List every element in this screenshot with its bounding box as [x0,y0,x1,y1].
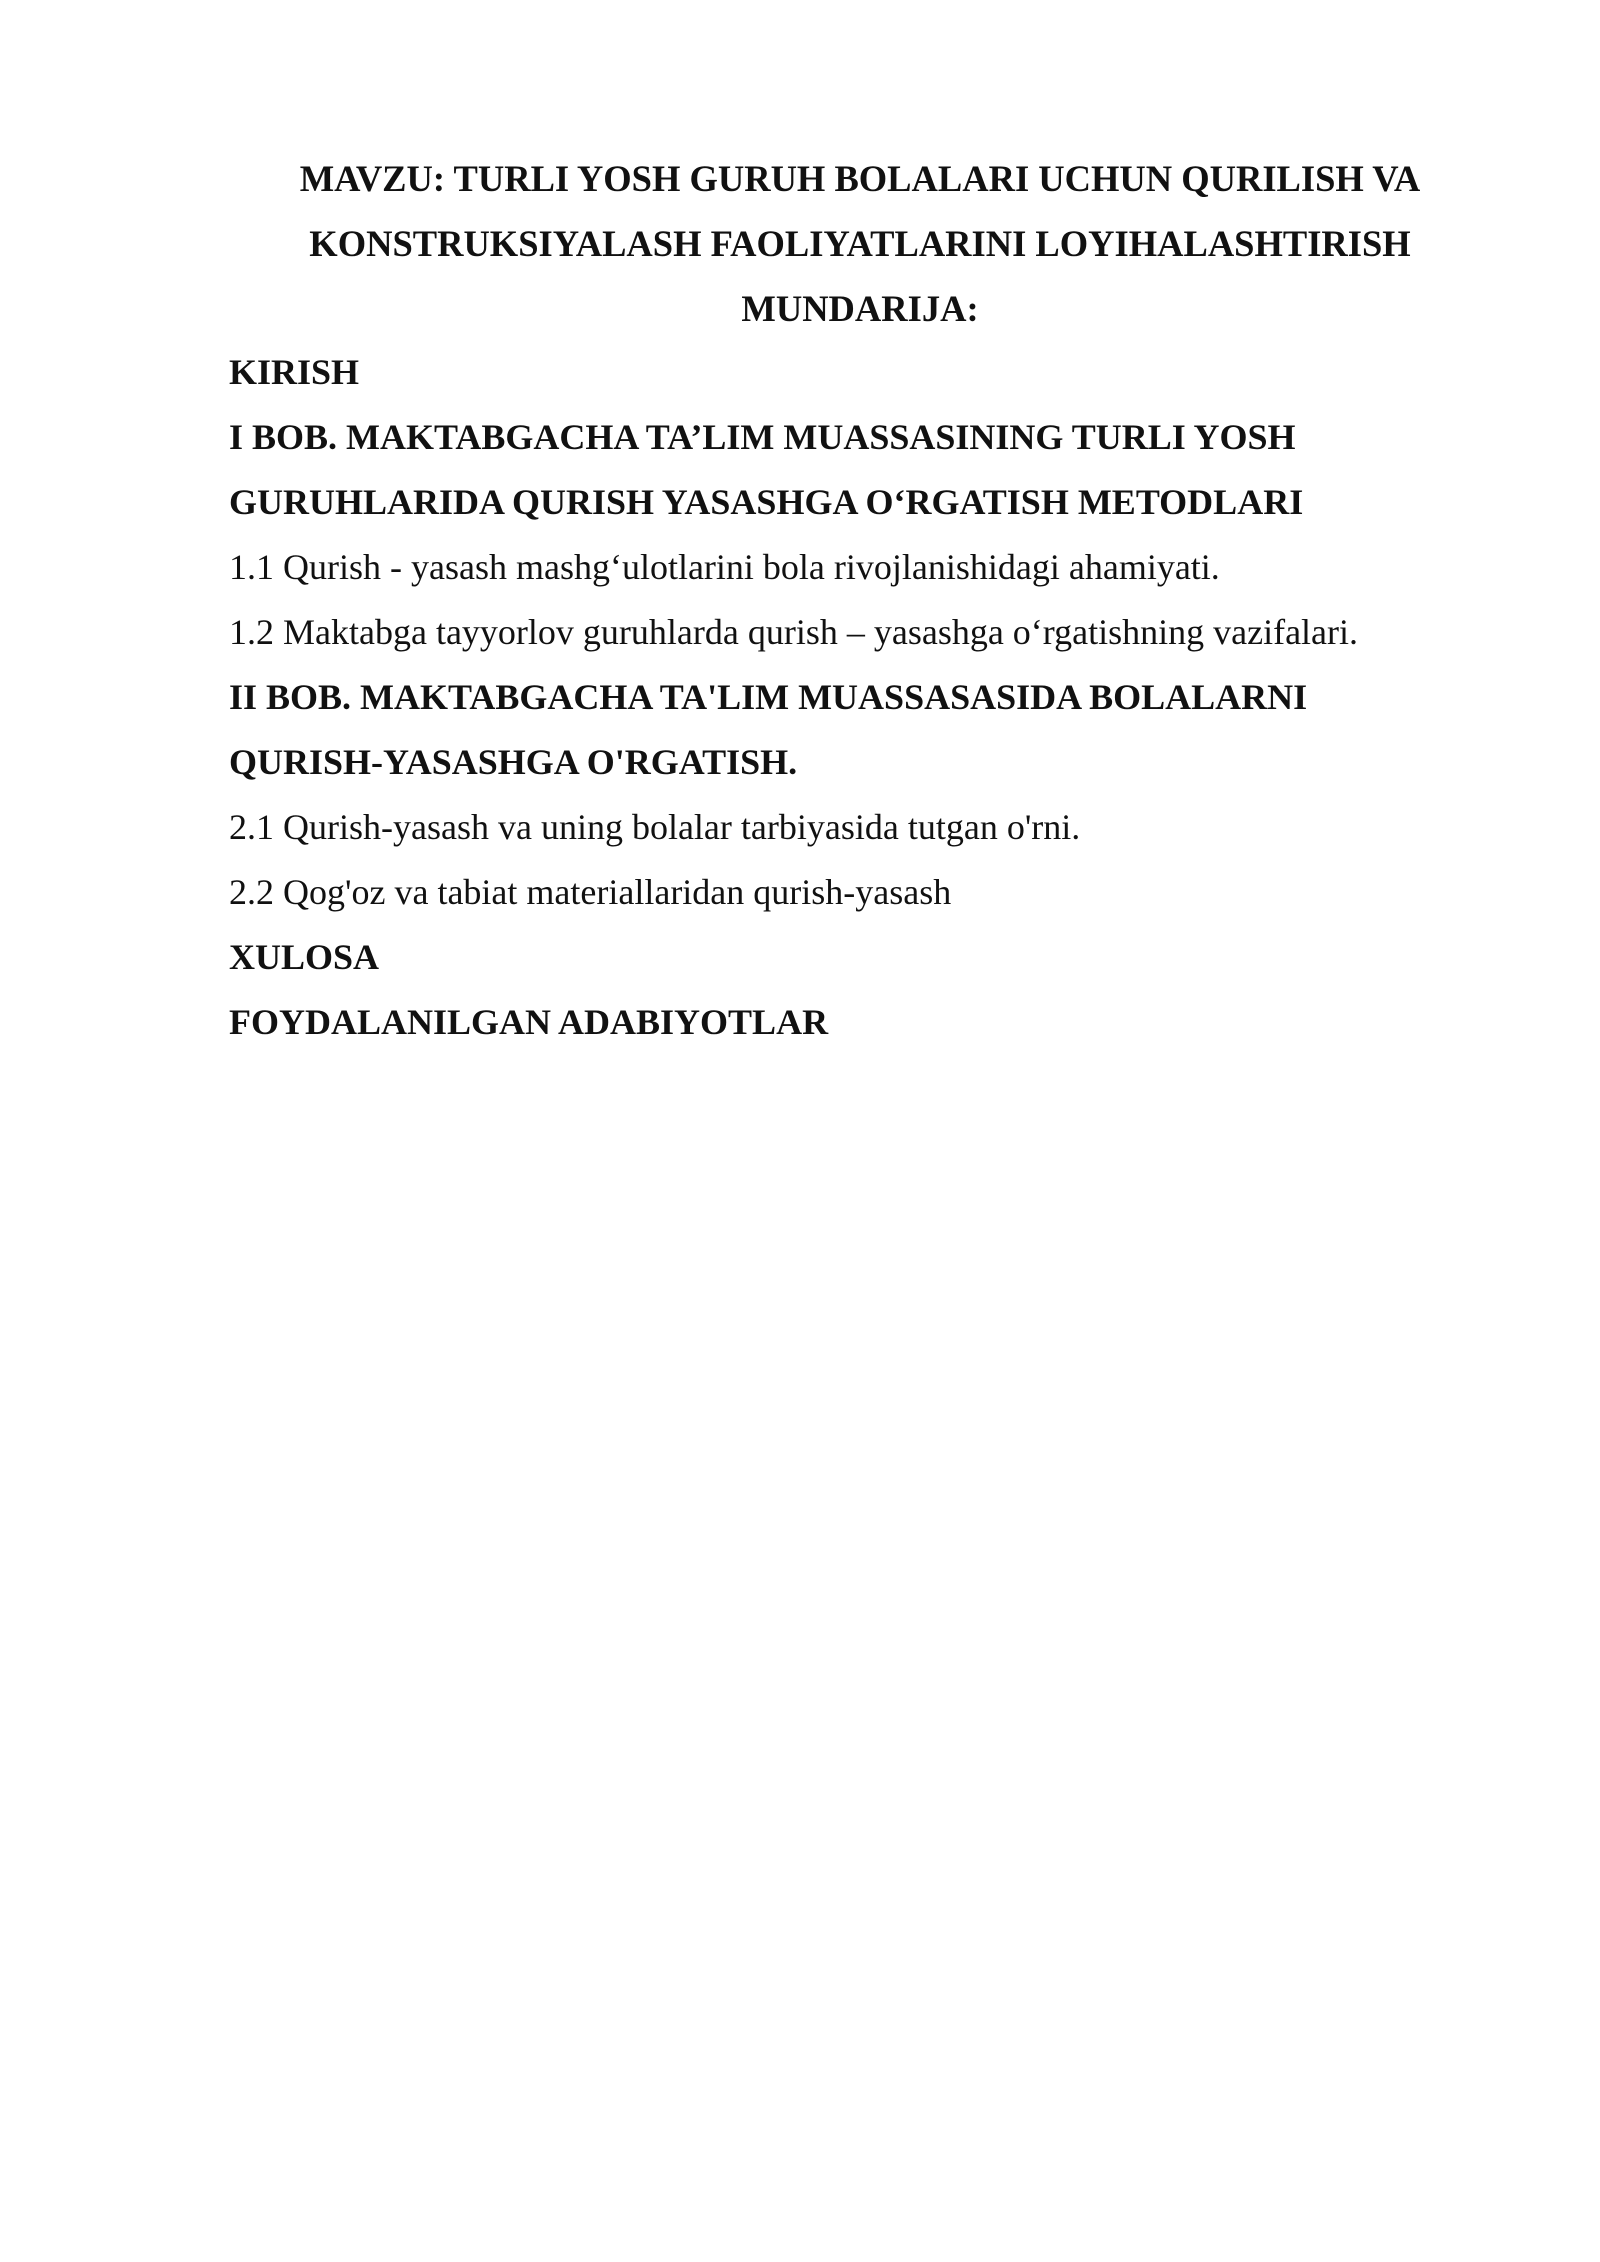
toc-section-1-1: 1.1 Qurish - yasash mashg‘ulotlarini bola rivojlanishidagi ahamiyati. [229,547,1220,587]
toc-item-introduction: KIRISH [229,352,360,392]
toc-item-references: FOYDALANILGAN ADABIYOTLAR [229,1002,829,1042]
document-title [240,146,1480,341]
toc-chapter-1-title: I BOB. MAKTABGACHA TA’LIM MUASSASINING TURLI YOSH [229,417,1296,457]
title-line-topic-continued: KONSTRUKSIYALASH FAOLIYATLARINI LOYIHALASHTIRISH [309,223,1411,264]
contents-heading: MUNDARIJA: [741,288,979,329]
toc-item-conclusion: XULOSA [229,937,380,977]
toc-section-2-1: 2.1 Qurish-yasash va uning bolalar tarbiyasida tutgan o'rni. [229,807,1081,847]
title-line-topic: MAVZU: TURLI YOSH GURUH BOLALARI UCHUN QURILISH VA [299,158,1421,199]
toc-chapter-2-title: II BOB. MAKTABGACHA TA'LIM MUASSASASIDA BOLALARNI [229,677,1308,717]
toc-section-2-2: 2.2 Qog'oz va tabiat materiallaridan qurish-yasash [229,872,952,912]
toc-chapter-2-title-continued: QURISH-YASASHGA O'RGATISH. [229,742,798,782]
toc-section-1-2: 1.2 Maktabga tayyorlov guruhlarda qurish – yasashga o‘rgatishning vazifalari. [229,612,1359,652]
table-of-contents [229,340,1489,1055]
toc-chapter-1-title-continued: GURUHLARIDA QURISH YASASHGA O‘RGATISH METODLARI [229,482,1304,522]
